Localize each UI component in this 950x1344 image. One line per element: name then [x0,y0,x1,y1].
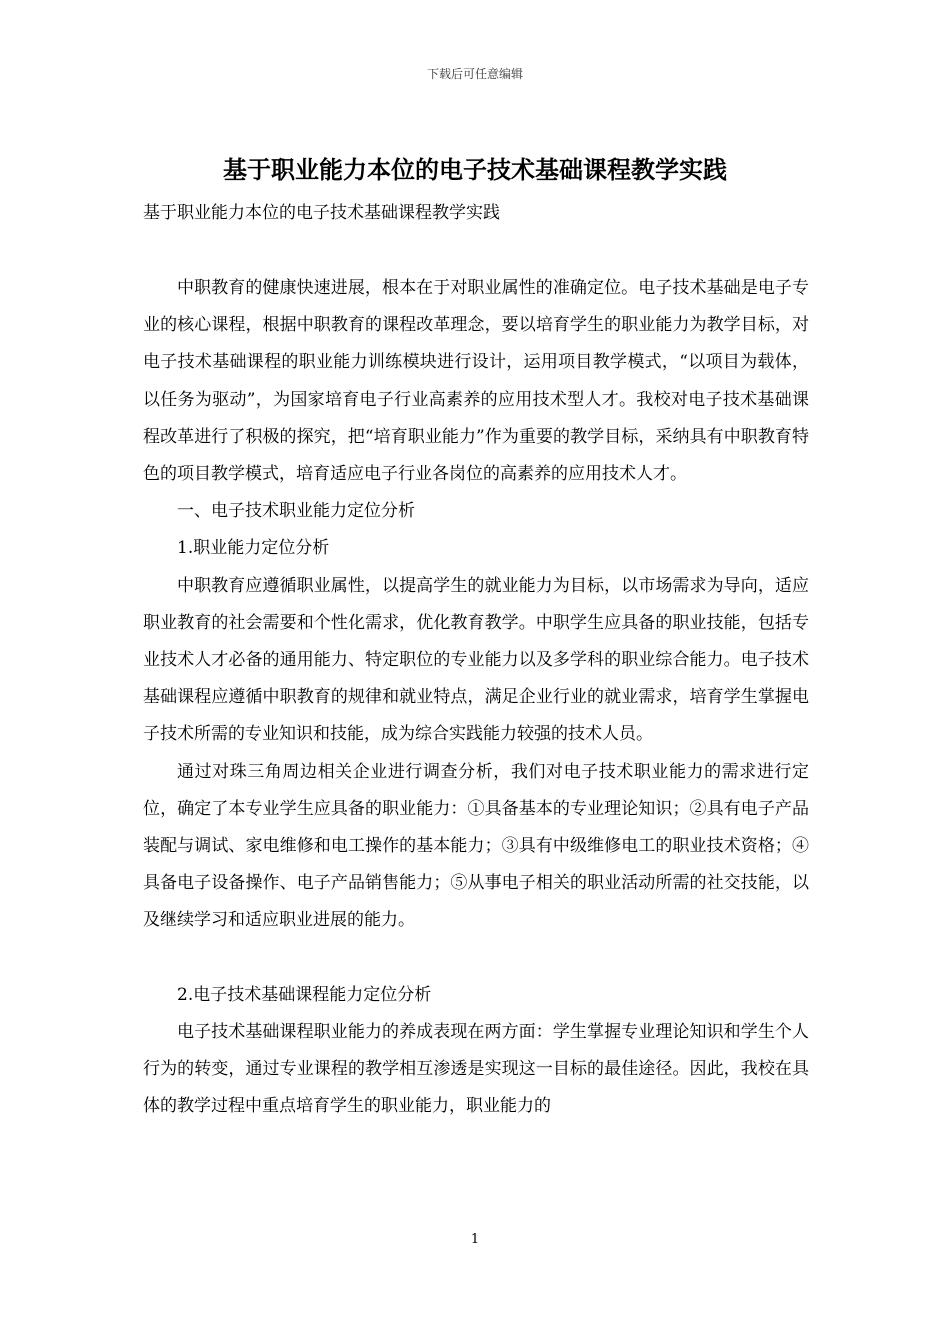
subsection-heading-1-2: 2.电子技术基础课程能力定位分析 [177,984,432,1005]
paragraph-1-2: 通过对珠三角周边相关企业进行调查分析，我们对电子技术职业能力的需求进行定位，确定了本专业学生应具备的职业能力：①具备基本的专业理论知识；②具有电子产品装配与调试、家电维修和电工操作的基本能力；③具有中级维修电工的职业技术资格；④具备电子设备操作、电子产品销售能力；⑤从事电子相关的职业活动所需的社交技能，以及继续学习和适应职业进展的能力。 [143,761,809,931]
document-subtitle: 基于职业能力本位的电子技术基础课程教学实践 [143,203,500,223]
section-heading-1: 一、电子技术职业能力定位分析 [177,501,415,522]
document-body [143,270,809,1125]
paragraph-1-1: 中职教育应遵循职业属性，以提高学生的就业能力为目标，以市场需求为导向，适应职业教育的社会需要和个性化需求，优化教育教学。中职学生应具备的职业技能，包括专业技术人才必备的通用能力、特定职位的专业能力以及多学科的职业综合能力。电子技术基础课程应遵循中职教育的规律和就业特点，满足企业行业的就业需求，培育学生掌握电子技术所需的专业知识和技能，成为综合实践能力较强的技术人员。 [143,575,809,745]
header-note: 下载后可任意编辑 [426,67,523,81]
paragraph-1-3: 电子技术基础课程职业能力的养成表现在两方面：学生掌握专业理论知识和学生个人行为的转变，通过专业课程的教学相互渗透是实现这一目标的最佳途径。因此，我校在具体的教学过程中重点培育学生的职业能力，职业能力的 [143,1021,809,1117]
document-title: 基于职业能力本位的电子技术基础课程教学实践 [223,155,727,184]
paragraph-intro: 中职教育的健康快速进展，根本在于对职业属性的准确定位。电子技术基础是电子专业的核心课程，根据中职教育的课程改革理念，要以培育学生的职业能力为教学目标，对电子技术基础课程的职业能力训练模块进行设计，运用项目教学模式，“以项目为载体，以任务为驱动”，为国家培育电子行业高素养的应用技术型人才。我校对电子技术基础课程改革进行了积极的探究，把“培育职业能力”作为重要的教学目标，采纳具有中职教育特色的项目教学模式，培育适应电子行业各岗位的高素养的应用技术人才。 [143,278,809,485]
subsection-heading-1-1: 1.职业能力定位分析 [177,538,330,559]
page-number: 1 [470,1232,480,1247]
